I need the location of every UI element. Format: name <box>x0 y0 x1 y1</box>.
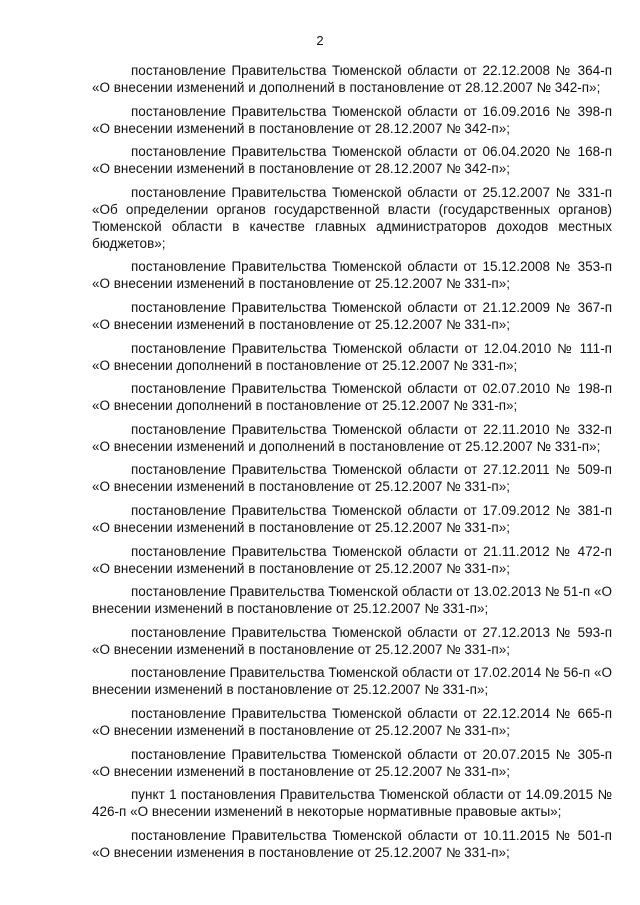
list-item: постановление Правительства Тюменской области от 20.07.2015 № 305-п «О внесении изменений в постановление от 25.12.2007 № 331-п»; <box>92 746 612 779</box>
list-item: постановление Правительства Тюменской области от 25.12.2007 № 331-п «Об определении органов государственной власти (государственных органов) Тюменской области в качестве главных администраторов доходов местных бюджетов»; <box>92 184 612 251</box>
document-body <box>92 62 612 867</box>
list-item: постановление Правительства Тюменской области от 06.04.2020 № 168-п «О внесении изменений в постановление от 28.12.2007 № 342-п»; <box>92 144 612 177</box>
list-item: постановление Правительства Тюменской области от 16.09.2016 № 398-п «О внесении изменений в постановление от 28.12.2007 № 342-п»; <box>92 103 612 136</box>
list-item: постановление Правительства Тюменской области от 02.07.2010 № 198-п «О внесении дополнений в постановление от 25.12.2007 № 331-п»; <box>92 381 612 414</box>
list-item: постановление Правительства Тюменской области от 22.12.2008 № 364-п «О внесении изменений и дополнений в постановление от 28.12.2007 № 342-п»; <box>92 63 612 95</box>
list-item: постановление Правительства Тюменской области от 22.11.2010 № 332-п «О внесении изменений и дополнений в постановление от 25.12.2007 № 331-п»; <box>92 421 612 454</box>
list-item: постановление Правительства Тюменской области от 12.04.2010 № 111-п «О внесении дополнений в постановление от 25.12.2007 № 331-п»; <box>92 340 612 373</box>
list-item: постановление Правительства Тюменской области от 15.12.2008 № 353-п «О внесении изменений в постановление от 25.12.2007 № 331-п»; <box>92 259 612 292</box>
list-item: постановление Правительства Тюменской области от 17.02.2014 № 56-п «О внесении изменений в постановление от 25.12.2007 № 331-п»; <box>92 665 612 698</box>
list-item: постановление Правительства Тюменской области от 10.11.2015 № 501-п «О внесении изменения в постановление от 25.12.2007 № 331-п»; <box>92 827 612 860</box>
list-item: постановление Правительства Тюменской области от 27.12.2013 № 593-п «О внесении изменений в постановление от 25.12.2007 № 331-п»; <box>92 624 612 657</box>
list-item: постановление Правительства Тюменской области от 27.12.2011 № 509-п «О внесении изменений в постановление от 25.12.2007 № 331-п»; <box>92 462 612 495</box>
list-item: постановление Правительства Тюменской области от 22.12.2014 № 665-п «О внесении изменений в постановление от 25.12.2007 № 331-п»; <box>92 705 612 738</box>
list-item: постановление Правительства Тюменской области от 21.12.2009 № 367-п «О внесении изменений в постановление от 25.12.2007 № 331-п»; <box>92 299 612 332</box>
list-item: постановление Правительства Тюменской области от 17.09.2012 № 381-п «О внесении изменений в постановление от 25.12.2007 № 331-п»; <box>92 502 612 535</box>
list-item: постановление Правительства Тюменской области от 13.02.2013 № 51-п «О внесении изменений в постановление от 25.12.2007 № 331-п»; <box>92 584 612 617</box>
list-item: постановление Правительства Тюменской области от 21.11.2012 № 472-п «О внесении изменений в постановление от 25.12.2007 № 331-п»; <box>92 543 612 576</box>
list-item: пункт 1 постановления Правительства Тюменской области от 14.09.2015 № 426-п «О внесении изменений в некоторые нормативные правовые акты»; <box>92 787 612 820</box>
page-number: 2 <box>316 33 324 48</box>
